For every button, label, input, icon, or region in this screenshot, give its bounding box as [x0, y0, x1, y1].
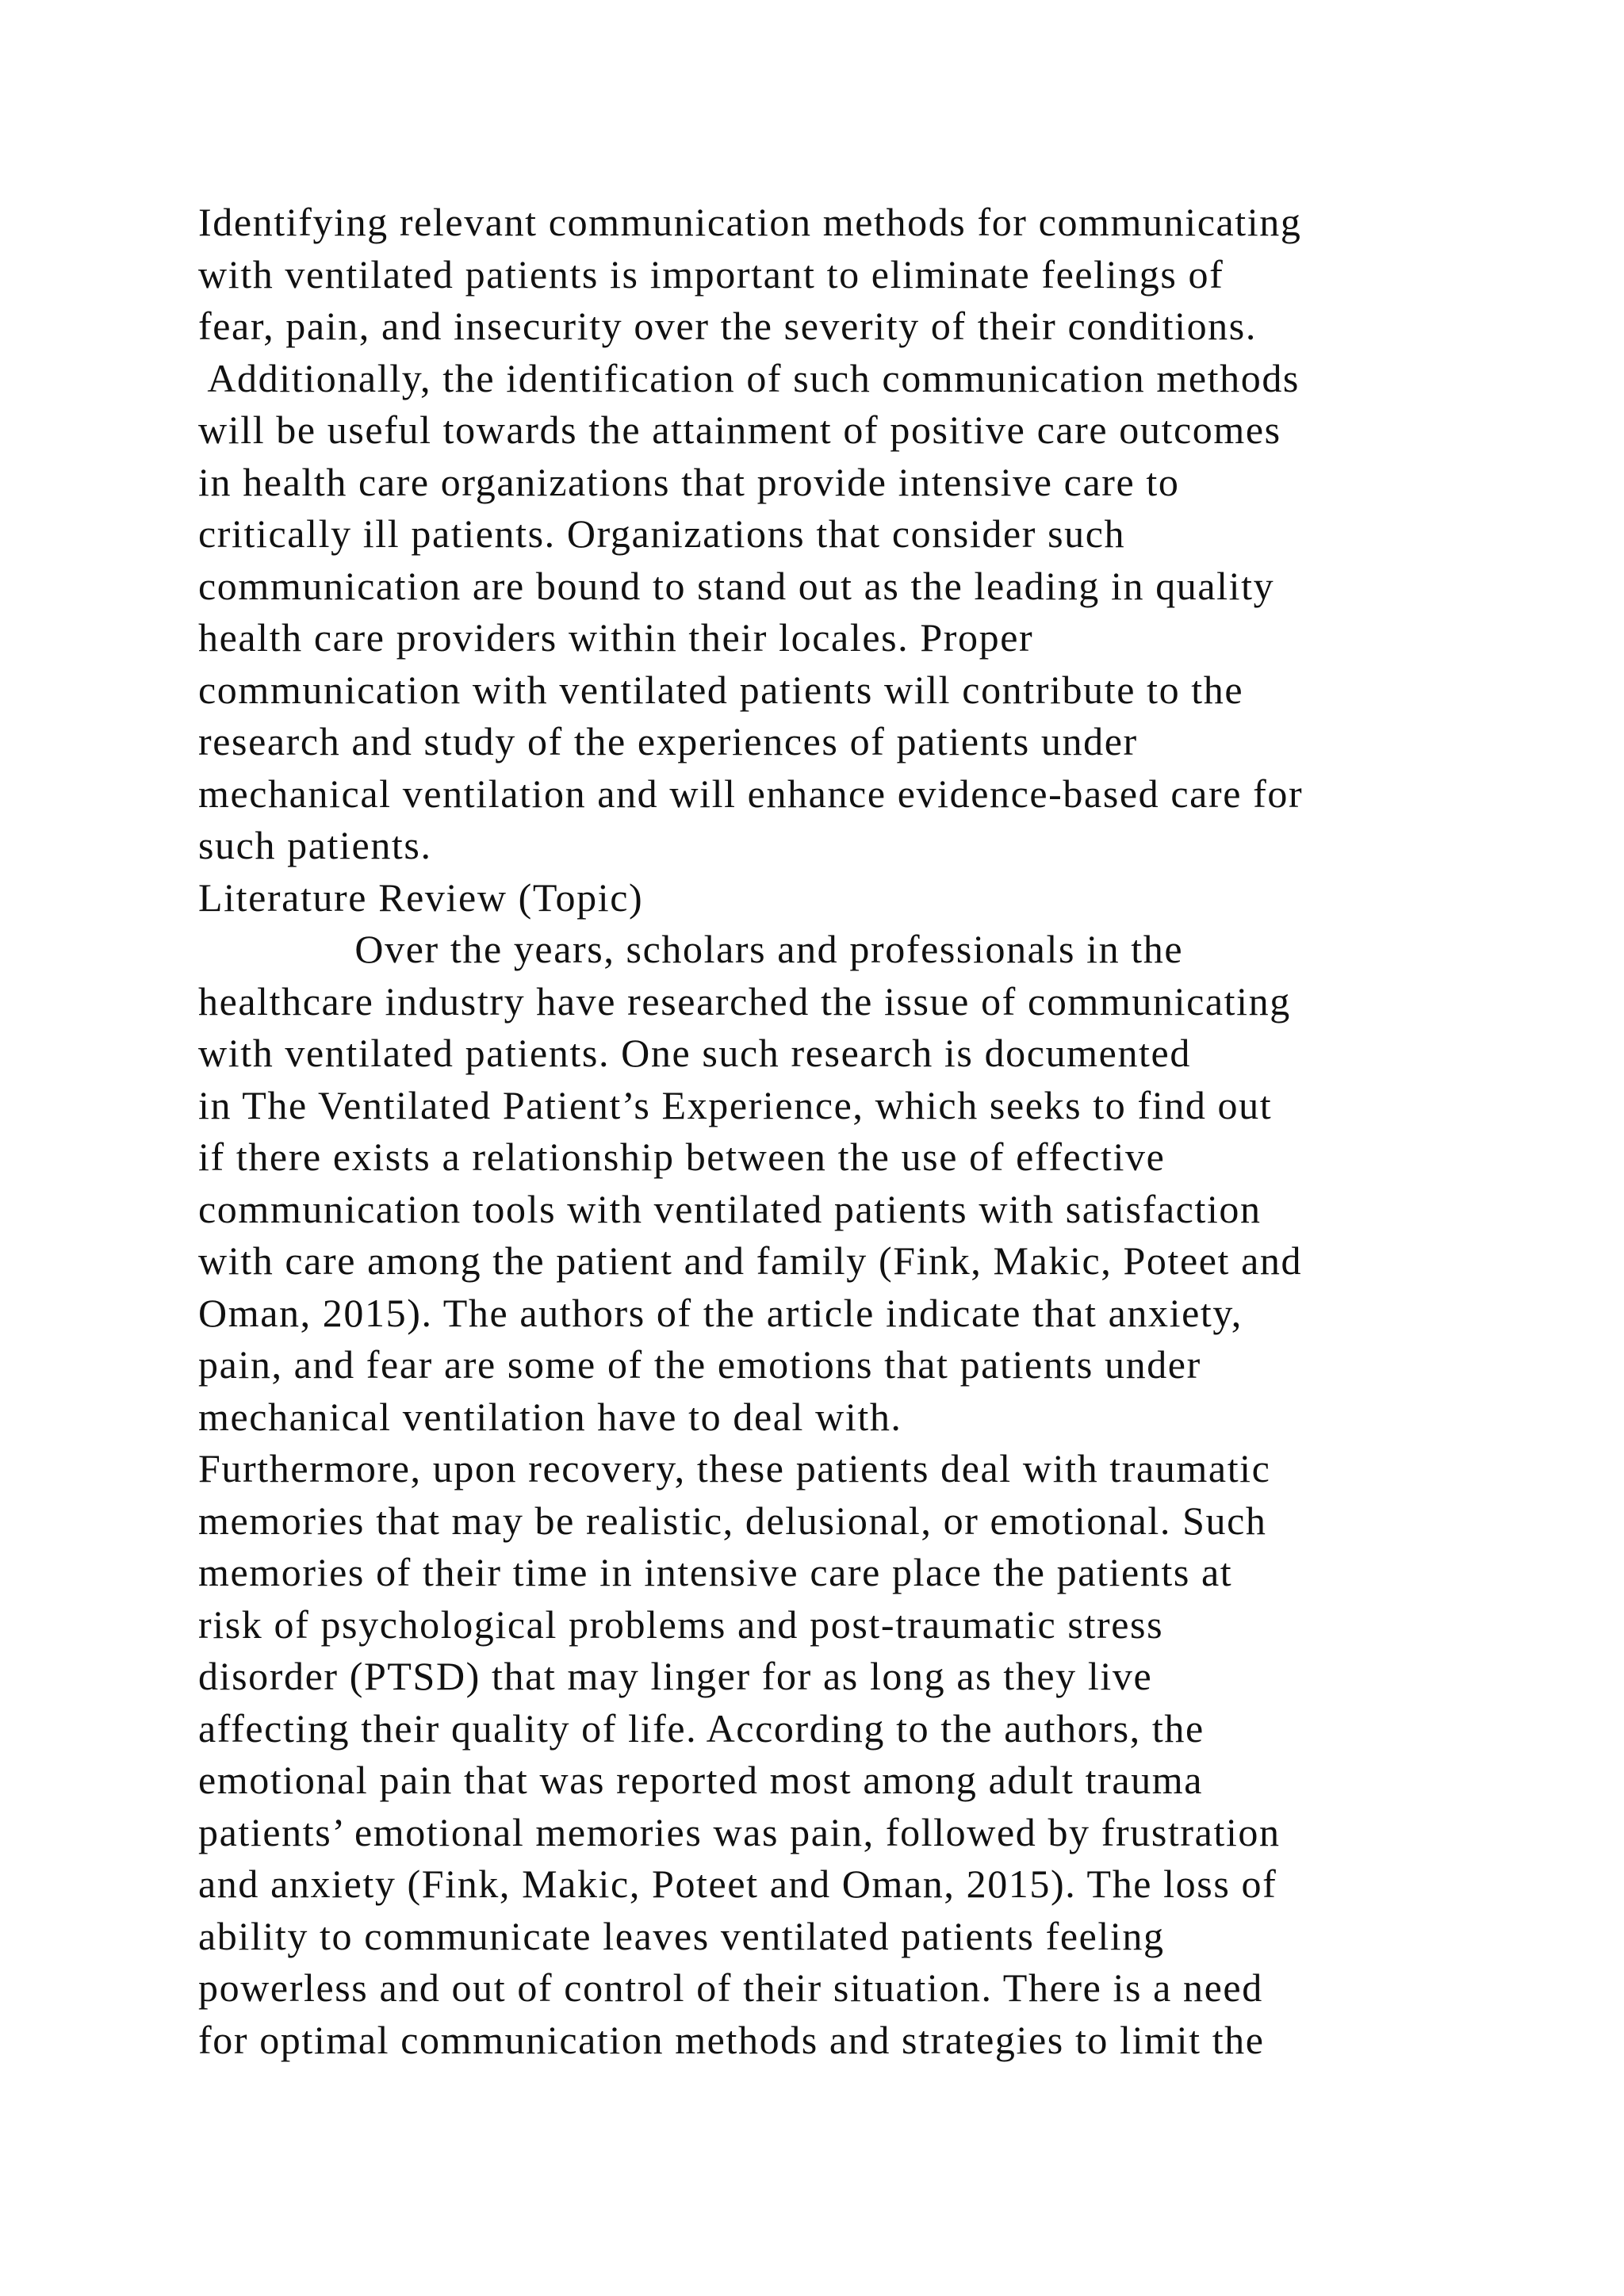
text-line: Oman, 2015). The authors of the article indicate that anxiety, [198, 1290, 1243, 1335]
text-line: memories that may be realistic, delusional, or emotional. Such [198, 1498, 1267, 1543]
text-line: pain, and fear are some of the emotions that patients under [198, 1342, 1201, 1387]
text-line: healthcare industry have researched the issue of communicating [198, 978, 1291, 1024]
text-line: such patients. [198, 823, 432, 867]
text-line: critically ill patients. Organizations that consider such [198, 511, 1126, 556]
text-line: communication tools with ventilated patients with satisfaction [198, 1186, 1262, 1231]
text-line: Over the years, scholars and professionals in the [198, 927, 1184, 971]
text-line: mechanical ventilation have to deal with. [198, 1394, 902, 1439]
text-line: with ventilated patients is important to eliminate feelings of [198, 251, 1224, 297]
text-line: if there exists a relationship between the use of effective [198, 1135, 1166, 1179]
text-line: research and study of the experiences of patients under [198, 719, 1138, 763]
text-line: disorder (PTSD) that may linger for as long as they live [198, 1654, 1153, 1698]
text-line: ability to communicate leaves ventilated patients feeling [198, 1913, 1165, 1958]
text-line: patients’ emotional memories was pain, followed by frustration [198, 1809, 1281, 1854]
text-line: memories of their time in intensive care place the patients at [198, 1550, 1233, 1594]
text-line: will be useful towards the attainment of positive care outcomes [198, 408, 1281, 452]
body-text [198, 197, 1483, 2066]
text-line: in health care organizations that provide intensive care to [198, 459, 1180, 504]
text-line: in The Ventilated Patient’s Experience, which seeks to find out [198, 1082, 1273, 1127]
text-line: with ventilated patients. One such research is documented [198, 1031, 1191, 1075]
text-line: health care providers within their locales. Proper [198, 615, 1034, 660]
text-line: emotional pain that was reported most among adult trauma [198, 1758, 1204, 1802]
text-line: for optimal communication methods and strategies to limit the [198, 2017, 1265, 2062]
section-heading: Literature Review (Topic) [198, 874, 644, 920]
text-line: communication with ventilated patients will contribute to the [198, 667, 1244, 712]
text-line: Additionally, the identification of such communication methods [198, 355, 1300, 400]
text-line: communication are bound to stand out as the leading in quality [198, 563, 1275, 608]
text-line: fear, pain, and insecurity over the severity of their conditions. [198, 304, 1257, 348]
text-line: risk of psychological problems and post-traumatic stress [198, 1601, 1164, 1647]
text-line: and anxiety (Fink, Makic, Poteet and Oman, 2015). The loss of [198, 1862, 1277, 1906]
text-line: with care among the patient and family (Fink, Makic, Poteet and [198, 1238, 1303, 1283]
text-line: affecting their quality of life. According to the authors, the [198, 1705, 1205, 1751]
text-line: powerless and out of control of their situation. There is a need [198, 1965, 1263, 2010]
text-line: Identifying relevant communication methods for communicating [198, 200, 1302, 244]
text-line: Furthermore, upon recovery, these patients deal with traumatic [198, 1446, 1271, 1490]
text-line: mechanical ventilation and will enhance evidence-based care for [198, 771, 1304, 816]
